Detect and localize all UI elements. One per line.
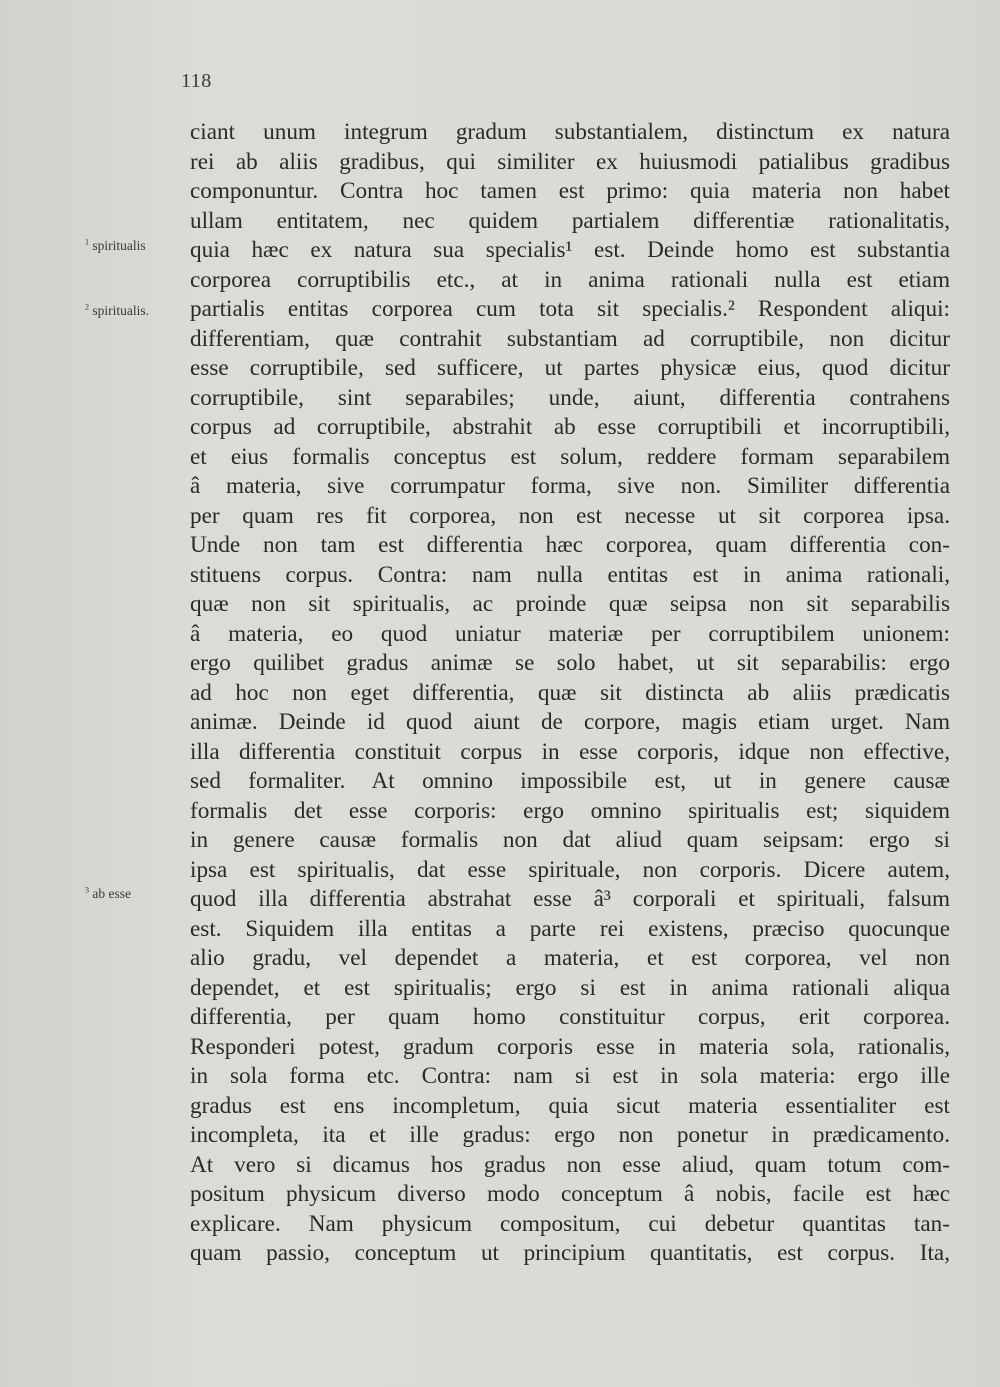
text-line: per quam res fit corporea, non est necesse ut sit corporea ipsa. <box>190 502 950 529</box>
margin-note-marker: 3 <box>85 885 90 895</box>
text-line: â materia, sive corrumpatur forma, sive non. Similiter differentia <box>190 473 950 499</box>
margin-note-marker: 1 <box>85 237 90 247</box>
text-line: ciant unum integrum gradum substantialem, distinctum ex natura <box>190 119 950 145</box>
text-line: Unde non tam est differentia hæc corporea, quam differentia con- <box>190 532 950 558</box>
text-line: differentia, per quam homo constituitur corpus, erit corporea. <box>190 1004 950 1030</box>
text-line: incompleta, ita et ille gradus: ergo non ponetur in prædicamento. <box>190 1122 950 1148</box>
text-line: formalis det esse corporis: ergo omnino spiritualis est; siquidem <box>190 797 950 824</box>
margin-note-text: spiritualis. <box>92 303 150 318</box>
text-line: dependet, et est spiritualis; ergo si est in anima rationali aliqua <box>190 974 950 1001</box>
text-line: stituens corpus. Contra: nam nulla entitas est in anima rationali, <box>190 561 950 588</box>
margin-note-marker: 2 <box>85 302 90 312</box>
text-line: ad hoc non eget differentia, quæ sit distincta ab aliis prædicatis <box>190 679 950 706</box>
text-line: differentiam, quæ contrahit substantiam ad corruptibile, non dicitur <box>190 325 950 352</box>
text-line: alio gradu, vel dependet a materia, et est corporea, vel non <box>190 945 950 971</box>
text-line: explicare. Nam physicum compositum, cui debetur quantitas tan- <box>190 1210 950 1237</box>
text-line: sed formaliter. At omnino impossibile est, ut in genere causæ <box>190 768 950 794</box>
text-line: in genere causæ formalis non dat aliud quam seipsam: ergo si <box>190 827 950 853</box>
text-line: esse corruptibile, sed sufficere, ut partes physicæ eius, quod dicitur <box>190 355 950 381</box>
margin-note-text: ab esse <box>92 886 132 901</box>
text-line: illa differentia constituit corpus in esse corporis, idque non effective, <box>190 738 950 765</box>
text-line: ergo quilibet gradus animæ se solo habet, ut sit separabilis: ergo <box>190 650 950 676</box>
margin-note-1 <box>85 238 185 254</box>
text-line: corpus ad corruptibile, abstrahit ab esse corruptibili et incorruptibili, <box>190 414 950 440</box>
margin-note-2 <box>85 303 185 319</box>
text-line: partialis entitas corporea cum tota sit specialis.² Respondent aliqui: <box>190 296 950 322</box>
text-line: quam passio, conceptum ut principium quantitatis, est corpus. Ita, <box>190 1240 950 1266</box>
text-line: At vero si dicamus hos gradus non esse aliud, quam totum com- <box>190 1151 950 1178</box>
text-line: positum physicum diverso modo conceptum â nobis, facile est hæc <box>190 1181 950 1207</box>
page-number: 118 <box>181 70 212 92</box>
text-line: quod illa differentia abstrahat esse â³ corporali et spirituali, falsum <box>190 886 950 912</box>
text-line: corporea corruptibilis etc., at in anima rationali nulla est etiam <box>190 266 950 293</box>
text-line: quia hæc ex natura sua specialis¹ est. Deinde homo est substantia <box>190 237 950 263</box>
text-line: componuntur. Contra hoc tamen est primo: quia materia non habet <box>190 178 950 204</box>
margin-note-text: spiritualis <box>92 238 146 253</box>
text-line: â materia, eo quod uniatur materiæ per corruptibilem unionem: <box>190 620 950 647</box>
text-line: corruptibile, sint separabiles; unde, aiunt, differentia contrahens <box>190 384 950 411</box>
text-line: est. Siquidem illa entitas a parte rei existens, præciso quocunque <box>190 915 950 942</box>
text-line: animæ. Deinde id quod aiunt de corpore, magis etiam urget. Nam <box>190 709 950 735</box>
text-line: ipsa est spiritualis, dat esse spirituale, non corporis. Dicere autem, <box>190 856 950 883</box>
text-line: Responderi potest, gradum corporis esse in materia sola, rationalis, <box>190 1033 950 1060</box>
text-line: et eius formalis conceptus est solum, reddere formam separabilem <box>190 443 950 470</box>
margin-note-3 <box>85 886 185 902</box>
text-line: gradus est ens incompletum, quia sicut materia essentialiter est <box>190 1092 950 1119</box>
text-line: in sola forma etc. Contra: nam si est in sola materia: ergo ille <box>190 1063 950 1089</box>
text-line: ullam entitatem, nec quidem partialem differentiæ rationalitatis, <box>190 207 950 234</box>
text-line: quæ non sit spiritualis, ac proinde quæ seipsa non sit separabilis <box>190 591 950 617</box>
text-line: rei ab aliis gradibus, qui similiter ex huiusmodi patialibus gradibus <box>190 148 950 175</box>
